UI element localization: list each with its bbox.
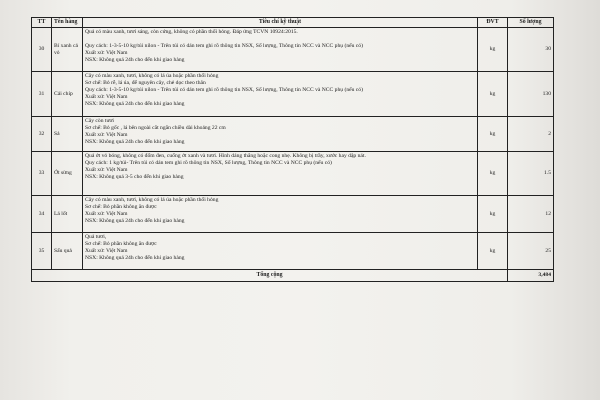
table-header-row (32, 18, 554, 28)
row-name: Sấu quả (52, 233, 83, 269)
spec-line: Sơ chế: Bỏ phần không ăn được (85, 240, 157, 247)
spec-line: Xuất xứ: Việt Nam (85, 166, 128, 173)
row-unit: kg (478, 28, 508, 71)
total-row (32, 270, 554, 282)
row-spec (83, 233, 478, 269)
spec-line: Sơ chế: Bỏ phần không ăn được (85, 203, 157, 210)
row-spec (83, 117, 478, 151)
header-name: Tên hàng (52, 18, 83, 27)
spec-line: Quy cách: 1-3-5-10 kg/túi nilon - Trên túi có dán tem ghi rõ thông tin NSX, Số lượng, Thông tin NCC và NCC phụ (nếu có) (85, 42, 363, 49)
spec-line: Quy cách: 1-3-5-10 kg/túi nilon - Trên túi có dán tem ghi rõ thông tin NSX, Số lượng, Thông tin NCC và NCC phụ (nếu có) (85, 86, 363, 93)
row-qty: 1.5 (508, 152, 554, 195)
spec-line: Cây có màu xanh, tươi, không có lá úa hoặc phần thối hỏng (85, 197, 219, 203)
row-unit: kg (478, 233, 508, 269)
spec-line: Quả tươi, (85, 234, 107, 240)
spec-line: Cây có màu xanh, tươi, không có lá úa hoặc phần thối hỏng (85, 73, 219, 79)
spec-line: NSX: Không quá 24h cho đến khi giao hàng (85, 100, 185, 107)
row-name: Cải chíp (52, 72, 83, 116)
spec-table (31, 17, 554, 282)
table-row (32, 233, 554, 270)
row-spec (83, 28, 478, 71)
row-name: Sả (52, 117, 83, 151)
spec-line: Quy cách: 1 kg/túi- Trên túi có dán tem ghi rõ thông tin NSX, Số lượng, Thông tin NCC và NCC phụ (nếu có) (85, 159, 332, 166)
spec-line: NSX: Không quá 3-5 cho đến khi giao hàng (85, 173, 184, 180)
row-spec (83, 72, 478, 116)
spec-line (85, 36, 475, 43)
spec-line: Xuất xứ: Việt Nam (85, 49, 128, 56)
table-row (32, 152, 554, 196)
row-qty: 2 (508, 117, 554, 151)
row-tt: 34 (32, 196, 52, 232)
spec-line: Cây còn tươi (85, 118, 114, 124)
spec-line: Xuất xứ: Việt Nam (85, 210, 128, 217)
spec-line: Quả ớt vỏ bóng, không có đốm đen, cuống ớt xanh và tươi. Hình dáng thẳng hoặc cong nhẹ. Không bị trầy, xước hay dập nát. (85, 153, 366, 159)
spec-line: NSX: Không quá 24h cho đến khi giao hàng (85, 56, 185, 63)
row-qty: 130 (508, 72, 554, 116)
header-unit: ĐVT (478, 18, 508, 27)
row-qty: 25 (508, 233, 554, 269)
row-name: Lá lốt (52, 196, 83, 232)
row-unit: kg (478, 117, 508, 151)
row-tt: 33 (32, 152, 52, 195)
spec-line: Quả có màu xanh, tươi sáng, còn cứng, không có phần thối hỏng. Đáp ứng TCVN 10924:2015. (85, 29, 298, 35)
row-spec (83, 152, 478, 195)
total-qty: 3,484 (508, 270, 554, 281)
spec-line: NSX: Không quá 24h cho đến khi giao hàng (85, 217, 185, 224)
row-qty: 30 (508, 28, 554, 71)
total-label: Tổng cộng (32, 270, 508, 281)
spec-line: NSX: Không quá 24h cho đến khi giao hàng (85, 138, 185, 145)
header-qty: Số lượng (508, 18, 554, 27)
spec-line: Sơ chế: Bỏ gốc , lá bên ngoài cắt ngắn chiều dài khoảng 22 cm (85, 124, 226, 131)
table-row (32, 196, 554, 233)
row-qty: 12 (508, 196, 554, 232)
row-tt: 32 (32, 117, 52, 151)
spec-line: Xuất xứ: Việt Nam (85, 247, 128, 254)
row-name: Bí xanh cả vỏ (52, 28, 83, 71)
header-spec: Tiêu chí kỹ thuật (83, 18, 478, 27)
row-unit: kg (478, 72, 508, 116)
table-row (32, 72, 554, 117)
row-unit: kg (478, 196, 508, 232)
table-row (32, 117, 554, 152)
row-tt: 35 (32, 233, 52, 269)
table-row (32, 28, 554, 72)
header-tt: TT (32, 18, 52, 27)
row-tt: 30 (32, 28, 52, 71)
row-tt: 31 (32, 72, 52, 116)
spec-line: NSX: Không quá 24h cho đến khi giao hàng (85, 254, 185, 261)
spec-line: Sơ chế: Bỏ rễ, lá úa, để nguyên cây, chẻ dọc theo thân (85, 79, 206, 86)
spec-line: Xuất xứ: Việt Nam (85, 131, 128, 138)
row-unit: kg (478, 152, 508, 195)
spec-line: Xuất xứ: Việt Nam (85, 93, 128, 100)
row-spec (83, 196, 478, 232)
row-name: Ớt sừng (52, 152, 83, 195)
